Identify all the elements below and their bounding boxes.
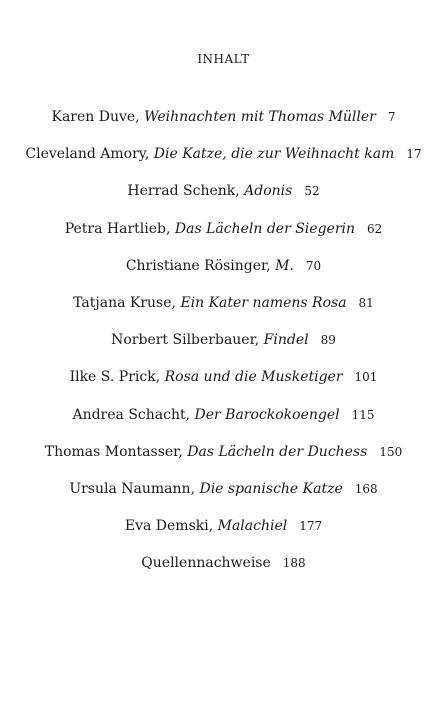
toc-entry-page-number: 115 — [351, 407, 375, 422]
toc-entry-title: Das Lächeln der Siegerin — [174, 220, 356, 237]
toc-entry-page-number: 188 — [282, 556, 306, 571]
toc-entry-page-number: 150 — [379, 444, 403, 459]
toc-entry-title: Rosa und die Musketiger — [164, 369, 343, 386]
toc-entry-title: Findel — [263, 332, 309, 349]
toc-entry-author: Eva Demski — [124, 518, 209, 535]
toc-entry-author: Quellennachweise — [141, 555, 271, 572]
toc-entry-separator: , — [171, 294, 181, 311]
toc-entry-author: Karen Duve — [51, 109, 136, 125]
toc-entry-page-number: 101 — [354, 370, 378, 385]
toc-entry-author: Andrea Schacht — [72, 406, 186, 423]
toc-entry — [0, 216, 447, 253]
toc-entry-title: Malachiel — [217, 518, 288, 535]
toc-entry-separator: , — [190, 480, 200, 497]
toc-entry-page-number: 62 — [367, 221, 383, 236]
toc-entry — [0, 439, 447, 476]
toc-entry-author: Thomas Montasser — [44, 443, 179, 460]
toc-entry-separator: , — [135, 109, 145, 125]
toc-entry-author: Christiane Rösinger — [125, 257, 267, 274]
toc-entry-separator: , — [165, 220, 175, 237]
toc-heading: INHALT — [197, 52, 250, 66]
toc-entry — [0, 178, 447, 215]
toc-entry — [0, 253, 447, 290]
toc-entry — [0, 402, 447, 439]
toc-entry-separator: , — [178, 443, 188, 460]
toc-entry-title: M. — [275, 257, 294, 274]
toc-entry-author: Tatjana Kruse — [73, 294, 172, 311]
toc-entry-page-number: 81 — [358, 295, 374, 310]
toc-entry-title: Die Katze, die zur Weihnacht kam — [153, 146, 395, 163]
toc-entry-title: Der Barockokoengel — [194, 406, 340, 423]
toc-entry-author: Norbert Silberbauer — [111, 332, 255, 349]
toc-entry-author: Cleveland Amory — [25, 146, 145, 163]
toc-entry — [0, 327, 447, 364]
toc-entry-page-number: 7 — [387, 110, 396, 124]
toc-entry — [0, 104, 447, 141]
toc-entry-separator: , — [235, 183, 245, 200]
toc-entry-page-number: 89 — [320, 333, 336, 348]
toc-entry-separator: , — [254, 332, 264, 349]
toc-entry-author: Ursula Naumann — [69, 480, 191, 497]
toc-entry-title: Ein Kater namens Rosa — [180, 294, 347, 311]
toc-entry — [0, 364, 447, 401]
toc-entry-page-number: 177 — [299, 519, 323, 534]
toc-entry-page-number: 52 — [304, 184, 320, 199]
toc-entry — [0, 141, 447, 178]
toc-entry-title: Das Lächeln der Duchess — [187, 443, 368, 460]
toc-entry-page-number: 70 — [305, 258, 322, 273]
toc-entry-sources — [0, 550, 447, 587]
toc-entry — [0, 476, 447, 513]
toc-entry-page-number: 17 — [406, 147, 422, 162]
toc-entry-separator: , — [185, 406, 195, 423]
toc-entry-separator: , — [155, 369, 165, 386]
toc-entry — [0, 290, 447, 327]
toc-entry-page-number: 168 — [354, 481, 378, 496]
toc-entry-separator: , — [266, 257, 276, 274]
toc-entry-author: Petra Hartlieb — [64, 220, 166, 237]
toc-entry-title: Adonis — [244, 183, 293, 200]
toc-entry-title: Weihnachten mit Thomas Müller — [144, 109, 376, 125]
toc-entry-separator: , — [144, 146, 154, 163]
toc-entry-author: Herrad Schenk — [127, 183, 236, 200]
table-of-contents — [0, 104, 447, 587]
toc-entry-author: Ilke S. Prick — [69, 369, 156, 386]
toc-entry-separator: , — [208, 518, 218, 535]
toc-entry-title: Die spanische Katze — [199, 480, 343, 497]
toc-entry — [0, 513, 447, 550]
